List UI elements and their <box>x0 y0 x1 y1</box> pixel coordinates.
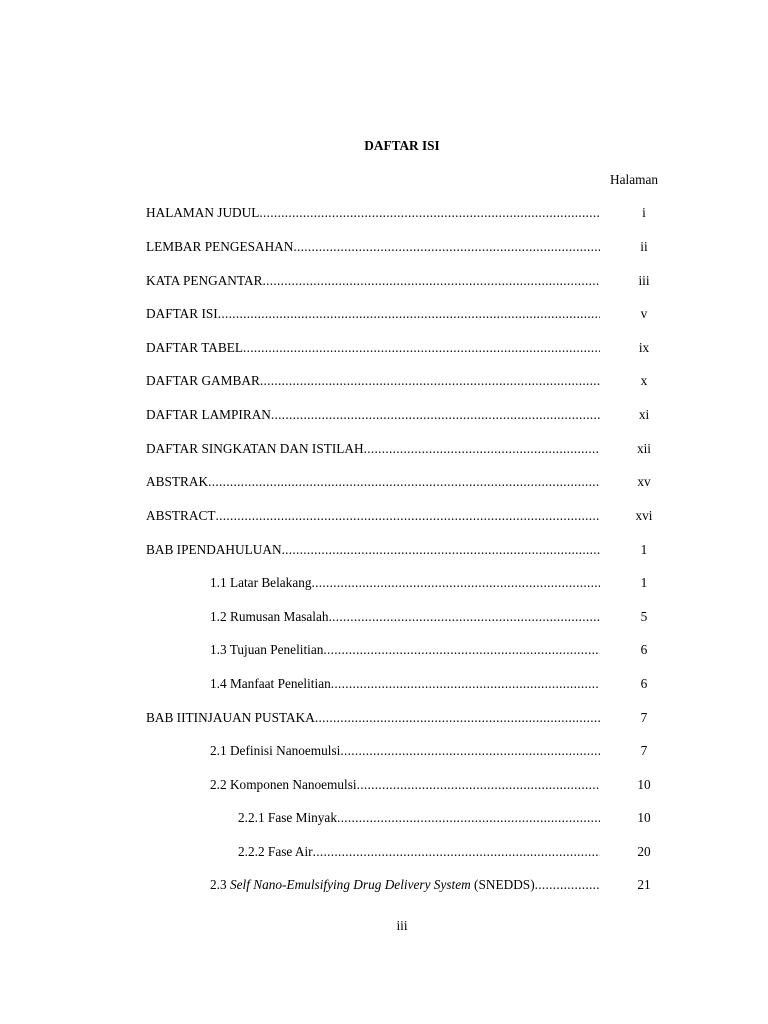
toc-entry-page: xii <box>636 441 652 456</box>
leader-dots <box>259 205 600 221</box>
toc-entry-page: 10 <box>637 777 651 792</box>
toc-entry-page: i <box>642 205 646 220</box>
toc-entry-text: 2.2.2 Fase Air <box>238 844 313 859</box>
leader-dots <box>337 810 600 826</box>
toc-entry <box>210 642 600 660</box>
toc-entry-text: DAFTAR ISI <box>146 306 218 321</box>
leader-dots <box>313 844 600 860</box>
toc-entry-text: ABSTRACT <box>146 508 216 523</box>
page-column-header: Halaman <box>610 172 658 187</box>
toc-entry-page: 21 <box>637 877 651 892</box>
leader-dots <box>315 710 600 726</box>
toc-entry-text: DAFTAR TABEL <box>146 340 243 355</box>
leader-dots <box>331 676 600 692</box>
toc-entry-text: HALAMAN JUDUL <box>146 205 260 220</box>
toc-entry-text: DAFTAR LAMPIRAN <box>146 407 271 422</box>
toc-entry <box>238 810 600 828</box>
toc-entry <box>210 676 600 694</box>
toc-entry-page: 5 <box>640 609 648 624</box>
toc-entry <box>146 340 600 358</box>
leader-dots <box>218 306 600 322</box>
leader-dots <box>215 508 600 524</box>
toc-entry-page: 7 <box>640 743 648 758</box>
chapter-label: BAB II <box>146 710 186 725</box>
page-number: iii <box>396 918 408 933</box>
toc-entry-text: 1.2 Rumusan Masalah <box>210 609 329 624</box>
toc-entry-page: 6 <box>640 642 648 657</box>
leader-dots <box>293 239 600 255</box>
leader-dots <box>243 340 600 356</box>
toc-entry-text: TINJAUAN PUSTAKA <box>185 710 315 725</box>
toc-entry-page: 10 <box>637 810 651 825</box>
toc-entry <box>146 205 600 223</box>
toc-entry <box>146 273 600 291</box>
toc-chapter-entry <box>146 542 600 560</box>
toc-entry-text: 1.3 Tujuan Penelitian <box>210 642 324 657</box>
toc-entry <box>146 508 600 526</box>
toc-entry-text: PENDAHULUAN <box>181 542 282 557</box>
leader-dots <box>208 474 600 490</box>
toc-entry-page: 6 <box>640 676 648 691</box>
toc-entry-page: 1 <box>640 542 648 557</box>
leader-dots <box>282 542 600 558</box>
leader-dots <box>271 407 600 423</box>
leader-dots <box>535 877 600 893</box>
leader-dots <box>323 642 600 658</box>
toc-entry-text: DAFTAR GAMBAR <box>146 373 260 388</box>
chapter-label: BAB I <box>146 542 182 557</box>
toc-entry <box>210 575 600 593</box>
toc-entry-page: ix <box>638 340 650 355</box>
toc-entry-text <box>210 877 535 893</box>
toc-entry-text-start: 2.3 <box>210 877 230 892</box>
toc-entry-text: 2.2 Komponen Nanoemulsi <box>210 777 357 792</box>
toc-entry <box>210 743 600 761</box>
toc-entry-page: xv <box>637 474 651 489</box>
leader-dots <box>260 373 600 389</box>
toc-entry-text: ABSTRAK <box>146 474 209 489</box>
page-title: DAFTAR ISI <box>364 138 440 153</box>
toc-entry-text: LEMBAR PENGESAHAN <box>146 239 294 254</box>
toc-entry-text: KATA PENGANTAR <box>146 273 263 288</box>
toc-entry-page: 7 <box>640 710 648 725</box>
toc-entry-text: DAFTAR SINGKATAN DAN ISTILAH <box>146 441 364 456</box>
toc-entry <box>146 407 600 425</box>
toc-entry-page: iii <box>638 273 650 288</box>
toc-entry <box>146 239 600 257</box>
leader-dots <box>364 441 600 457</box>
toc-entry <box>146 474 600 492</box>
leader-dots <box>262 273 600 289</box>
toc-chapter-entry <box>146 710 600 728</box>
toc-entry-text: 1.4 Manfaat Penelitian <box>210 676 331 691</box>
leader-dots <box>312 575 600 591</box>
leader-dots <box>329 609 600 625</box>
leader-dots <box>340 743 600 759</box>
toc-entry-text-italic: Self Nano-Emulsifying Drug Delivery System <box>229 877 471 892</box>
toc-entry-page: v <box>640 306 648 321</box>
toc-entry-text-end: (SNEDDS) <box>470 877 535 892</box>
toc-entry <box>238 844 600 862</box>
toc-entry <box>146 373 600 391</box>
toc-entry <box>210 777 600 795</box>
toc-entry-page: ii <box>640 239 648 254</box>
leader-dots <box>357 777 600 793</box>
toc-entry-text: 2.1 Definisi Nanoemulsi <box>210 743 341 758</box>
toc-entry <box>146 306 600 324</box>
toc-entry-page: 20 <box>637 844 651 859</box>
toc-entry <box>210 877 600 895</box>
toc-entry-page: xi <box>638 407 650 422</box>
toc-entry-page: x <box>640 373 648 388</box>
toc-entry <box>210 609 600 627</box>
toc-entry-text: 2.2.1 Fase Minyak <box>238 810 337 825</box>
toc-entry <box>146 441 600 459</box>
toc-entry-page: xvi <box>635 508 653 523</box>
toc-entry-text: 1.1 Latar Belakang <box>210 575 312 590</box>
toc-entry-page: 1 <box>640 575 648 590</box>
